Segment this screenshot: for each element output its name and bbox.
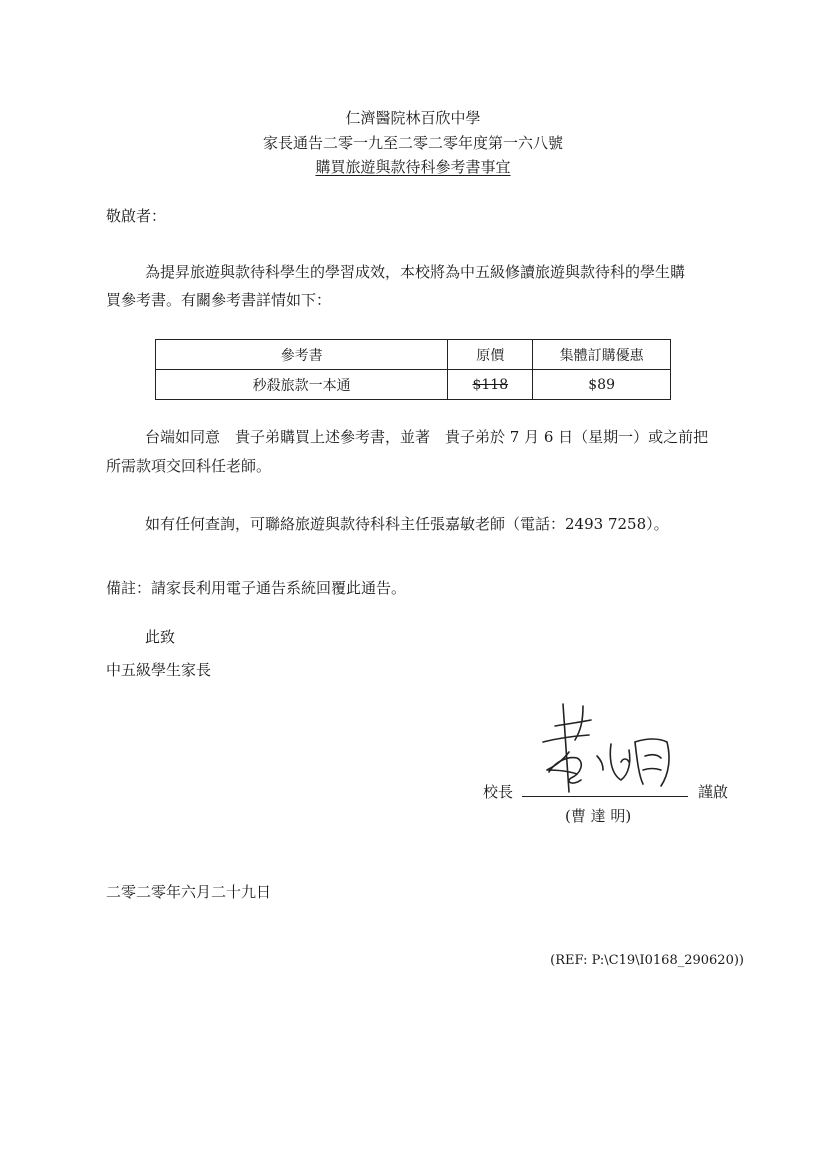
notice-subject (0, 156, 826, 177)
notice-subject-text: 購買旅遊與款待科參考書事宜 (315, 158, 511, 176)
signature-line (522, 796, 688, 797)
reference-code: (REF: P:\C19\I0168_290620)) (550, 953, 744, 968)
notice-number: 家長通告二零一九至二零二零年度第一六八號 (262, 134, 563, 152)
closing-phrase: 此致 (145, 628, 176, 646)
issue-date: 二零二零年六月二十九日 (106, 883, 272, 901)
book-title: 秒殺旅款一本通 (156, 370, 448, 400)
recipient: 中五級學生家長 (106, 661, 212, 679)
signature-suffix: 謹啟 (698, 783, 729, 801)
instruction-line-2: 所需款項交回科任老師。 (106, 457, 272, 475)
principal-signature (525, 700, 695, 800)
original-price (448, 370, 533, 400)
header-group-discount: 集體訂購優惠 (533, 340, 671, 370)
enquiry-text: 如有任何查詢，可聯絡旅遊與款待科科主任張嘉敏老師（電話：2493 7258）。 (145, 515, 669, 533)
discount-price: $89 (533, 370, 671, 400)
original-price-value: $118 (472, 376, 509, 393)
table-row (156, 370, 671, 400)
table-header-row (156, 340, 671, 370)
header-book: 參考書 (156, 340, 448, 370)
reference-book-table (155, 339, 671, 400)
header-original-price: 原價 (448, 340, 533, 370)
remark-text: 備註：請家長利用電子通告系統回覆此通告。 (106, 579, 407, 597)
principal-name: (曹 達 明) (565, 807, 632, 825)
instruction-line-1: 台端如同意 貴子弟購買上述參考書，並著 貴子弟於 7 月 6 日（星期一）或之前把 (145, 428, 709, 446)
school-name: 仁濟醫院林百欣中學 (345, 109, 481, 127)
intro-line-2: 買參考書。有關參考書詳情如下： (106, 291, 332, 309)
salutation: 敬啟者： (106, 207, 167, 225)
intro-line-1: 為提昇旅遊與款待科學生的學習成效，本校將為中五級修讀旅遊與款待科的學生購 (145, 263, 686, 281)
principal-title: 校長 (483, 783, 514, 801)
